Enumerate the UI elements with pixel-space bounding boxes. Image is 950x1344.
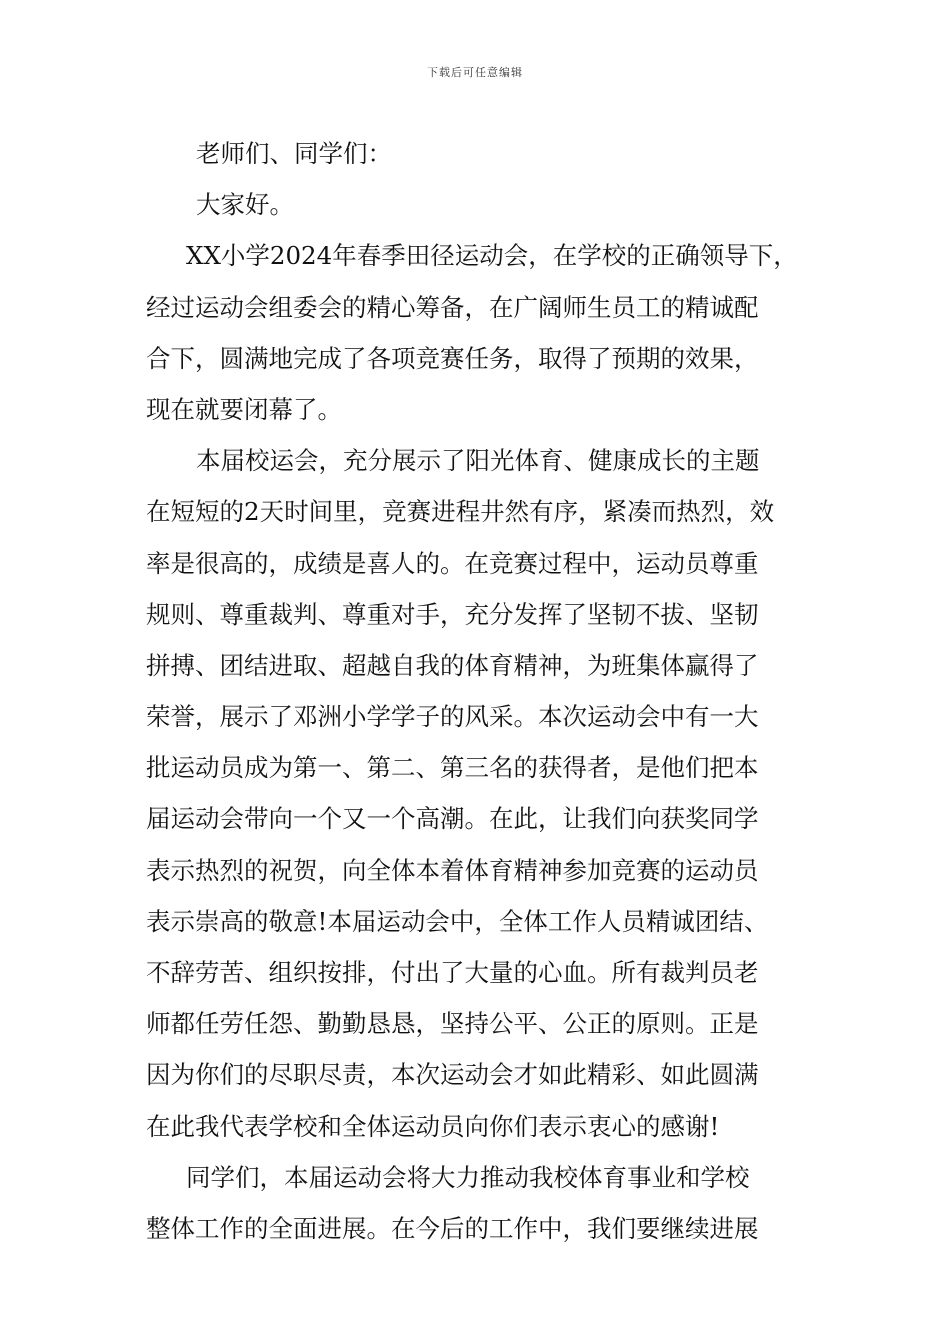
paragraph-2-line-13: 因为你们的尽职尽责，本次运动会才如此精彩、如此圆满 (146, 1060, 759, 1090)
paragraph-2-line-14: 在此我代表学校和全体运动员向你们表示衷心的感谢! (146, 1111, 720, 1141)
salutation-line: 老师们、同学们： (196, 139, 392, 168)
document-body (146, 128, 814, 1254)
paragraph-2-line-2: 在短短的2天时间里，竞赛进程井然有序，紧凑而热烈，效 (146, 497, 775, 527)
paragraph-1-line-2: 经过运动会组委会的精心筹备，在广阔师生员工的精诚配 (146, 292, 759, 322)
paragraph-2-line-11: 不辞劳苦、组织按排，付出了大量的心血。所有裁判员老 (146, 958, 759, 987)
paragraph-2-line-1: 本届校运会，充分展示了阳光体育、健康成长的主题 (196, 446, 760, 476)
paragraph-1-line-3: 合下，圆满地完成了各项竞赛任务，取得了预期的效果， (146, 343, 759, 373)
paragraph-2-line-12: 师都任劳任怨、勤勤恳恳，坚持公平、公正的原则。正是 (146, 1009, 759, 1039)
page-header: 下载后可任意编辑 (427, 66, 523, 79)
paragraph-2-line-9: 表示热烈的祝贺，向全体本着体育精神参加竞赛的运动员 (146, 855, 759, 885)
paragraph-2-line-6: 荣誉，展示了邓洲小学学子的风采。本次运动会中有一大 (146, 702, 759, 732)
paragraph-2-line-4: 规则、尊重裁判、尊重对手，充分发挥了坚韧不拔、坚韧 (146, 599, 759, 629)
paragraph-2-line-5: 拼搏、团结进取、超越自我的体育精神，为班集体赢得了 (146, 650, 759, 680)
paragraph-2-line-3: 率是很高的，成绩是喜人的。在竞赛过程中，运动员尊重 (146, 548, 759, 578)
paragraph-1-line-4: 现在就要闭幕了。 (146, 394, 342, 424)
paragraph-1-line-1: XX小学2024年春季田径运动会，在学校的正确领导下， (186, 241, 798, 271)
paragraph-2-line-8: 届运动会带向一个又一个高潮。在此，让我们向获奖同学 (146, 804, 759, 834)
greeting-line: 大家好。 (196, 190, 294, 220)
paragraph-2-line-7: 批运动员成为第一、第二、第三名的获得者，是他们把本 (146, 753, 759, 783)
paragraph-2-line-10: 表示崇高的敬意!本届运动会中，全体工作人员精诚团结、 (146, 906, 769, 936)
paragraph-3-line-2: 整体工作的全面进展。在今后的工作中，我们要继续进展 (146, 1213, 759, 1243)
paragraph-3-line-1: 同学们，本届运动会将大力推动我校体育事业和学校 (186, 1162, 750, 1192)
